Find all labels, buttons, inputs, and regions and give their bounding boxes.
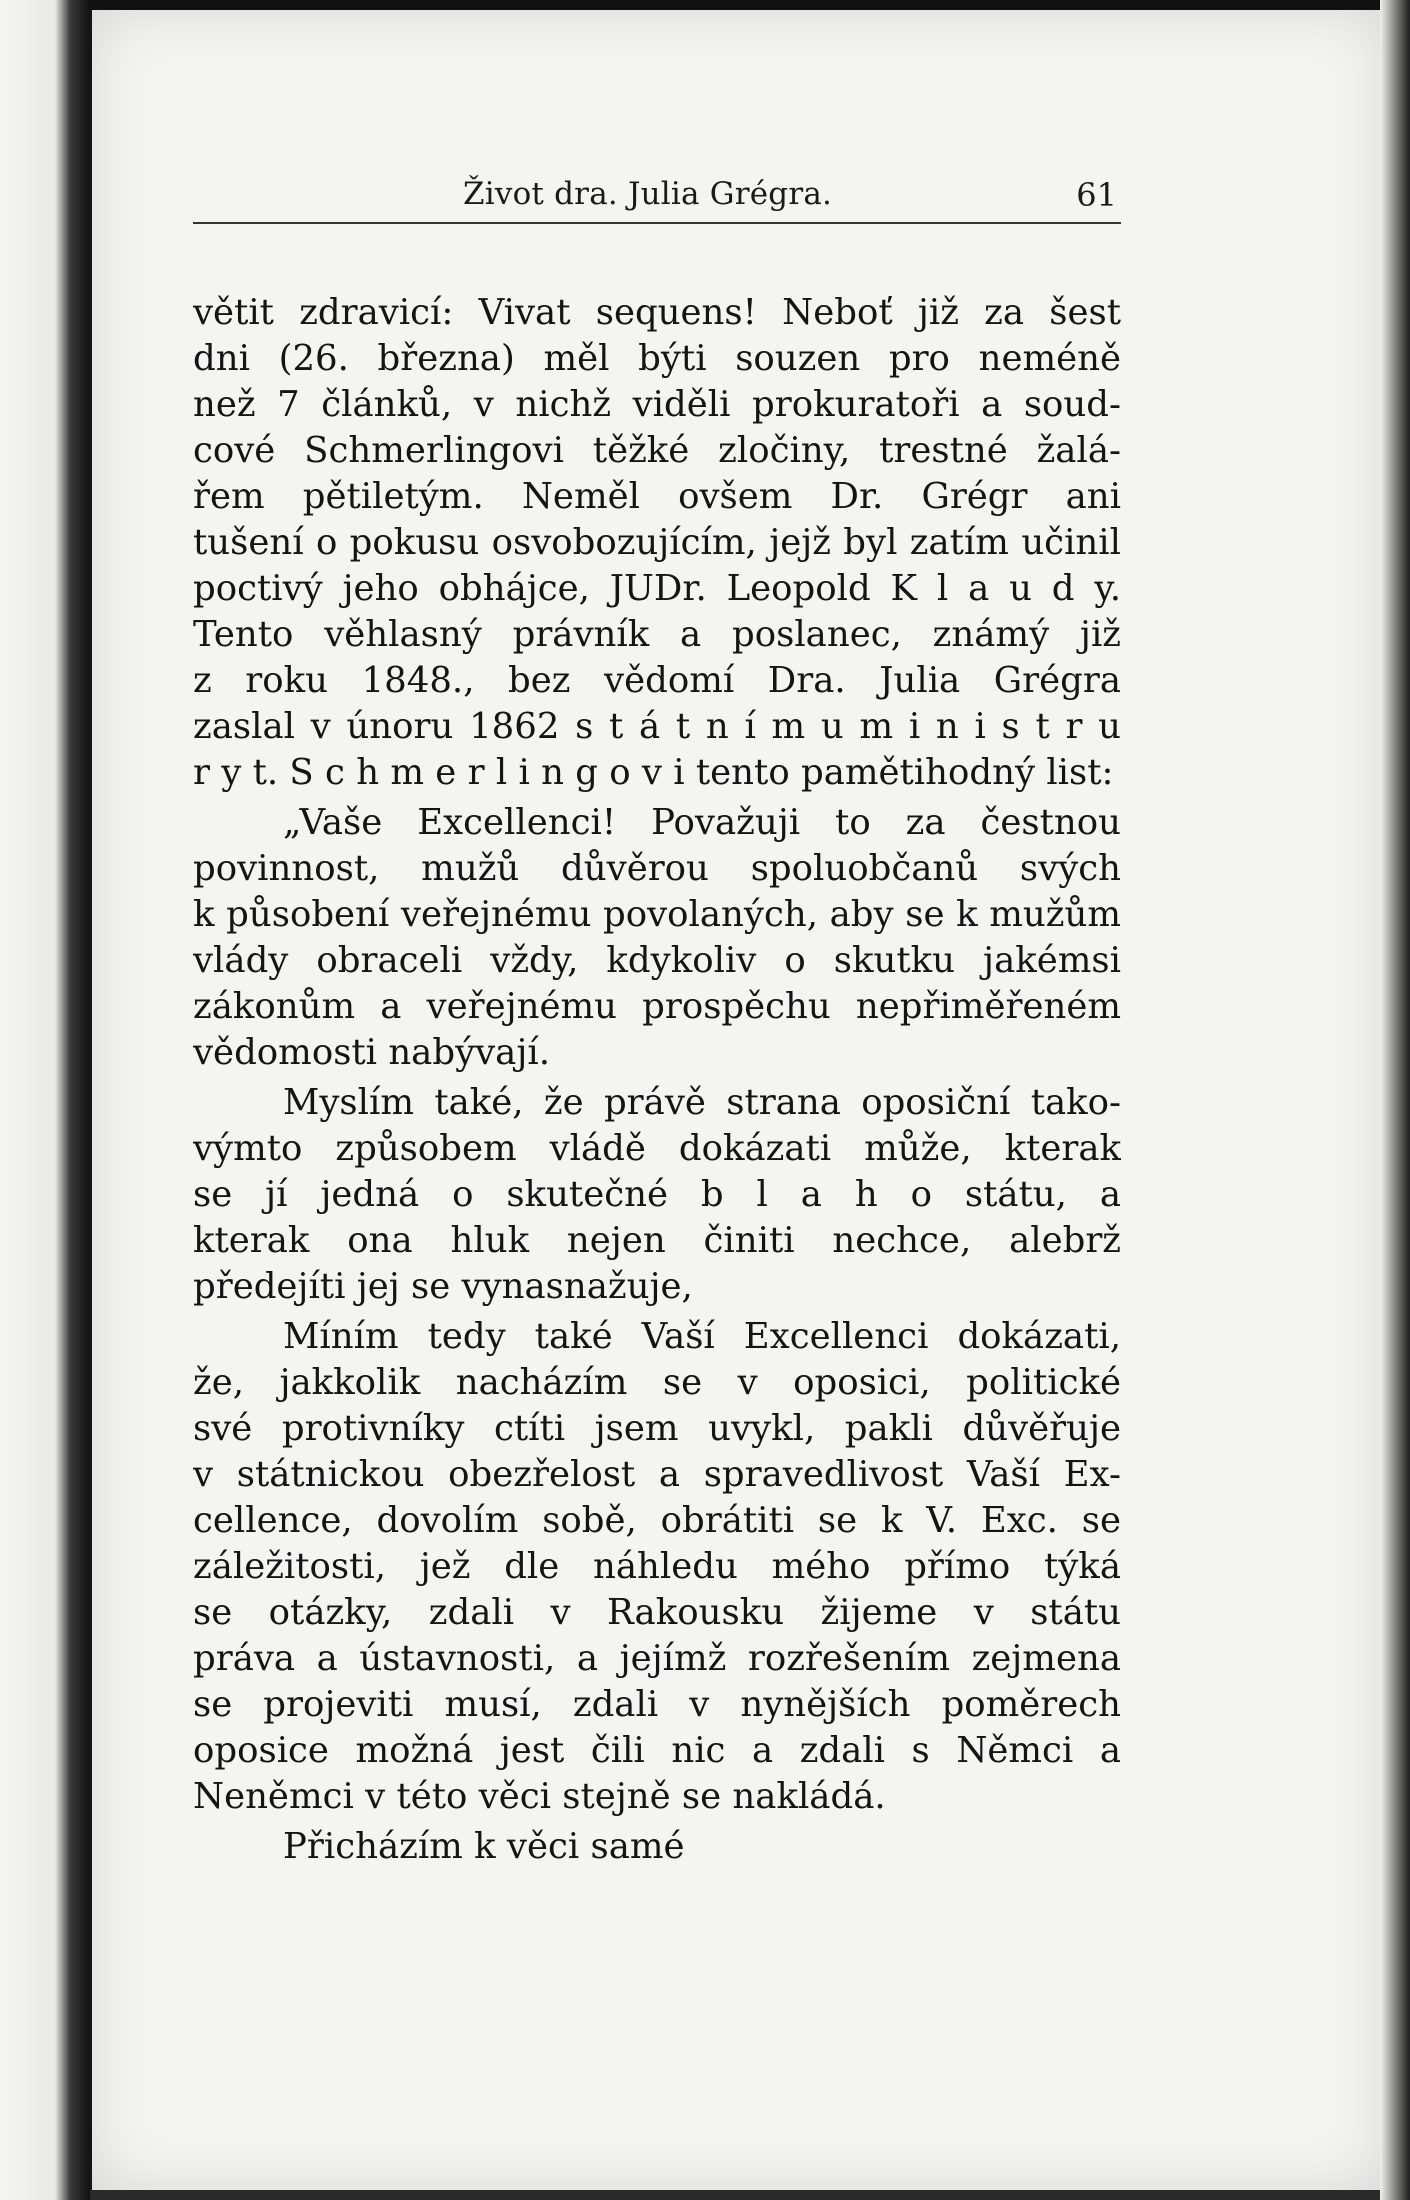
text-line: kterak ona hluk nejen činiti nechce, alebrž — [193, 1220, 1121, 1261]
text-line: se projeviti musí, zdali v nynějších poměrech — [193, 1684, 1121, 1725]
text-line: Tento věhlasný právník a poslanec, známý již — [193, 614, 1121, 655]
text-line: z roku 1848., bez vědomí Dra. Julia Grégra — [193, 660, 1121, 701]
text-line: než 7 článků, v nichž viděli prokuratoři a soud- — [193, 384, 1121, 425]
text-line: tušení o pokusu osvobozujícím, jejž byl zatím učinil — [193, 522, 1121, 563]
text-line: řem pětiletým. Neměl ovšem Dr. Grégr ani — [193, 476, 1121, 517]
text-line: předejíti jej se vynasnažuje, — [193, 1266, 693, 1307]
page-number: 61 — [1076, 176, 1117, 214]
running-header — [193, 172, 1121, 224]
text-line: se jí jedná o skutečné b l a h o státu, a — [193, 1174, 1121, 1215]
text-line: výmto způsobem vládě dokázati může, kterak — [193, 1128, 1121, 1169]
text-line: své protivníky ctíti jsem uvykl, pakli důvěřuje — [193, 1408, 1121, 1449]
text-line: práva a ústavnosti, a jejímž rozřešením zejmena — [193, 1638, 1121, 1679]
text-line: že, jakkolik nacházím se v oposici, politické — [193, 1362, 1121, 1403]
text-line: se otázky, zdali v Rakousku žijeme v státu — [193, 1592, 1121, 1633]
text-line: r y t. S c h m e r l i n g o v i tento pamětihodný list: — [193, 752, 1114, 793]
text-line: v státnickou obezřelost a spravedlivost Vaší Ex- — [193, 1454, 1121, 1495]
paragraph — [193, 800, 1121, 1076]
paragraph — [193, 1824, 1121, 1870]
scan-left-border — [0, 0, 90, 2200]
text-line: vlády obraceli vždy, kdykoliv o skutku jakémsi — [193, 940, 1121, 981]
text-line: dni (26. března) měl býti souzen pro neméně — [193, 338, 1121, 379]
text-line: oposice možná jest čili nic a zdali s Němci a — [193, 1730, 1121, 1771]
text-line: zákonům a veřejnému prospěchu nepřiměřeném — [193, 986, 1121, 1027]
text-line: Neněmci v této věci stejně se nakládá. — [193, 1776, 886, 1817]
body-text — [193, 290, 1121, 1870]
text-line: „Vaše Excellenci! Považuji to za čestnou — [283, 802, 1121, 843]
text-line: cové Schmerlingovi těžké zločiny, trestné žalá- — [193, 430, 1121, 471]
text-line: povinnost, mužů důvěrou spoluobčanů svých — [193, 848, 1121, 889]
text-line: zaslal v únoru 1862 s t á t n í m u m i n i s t r u — [193, 706, 1121, 747]
scan-right-border — [1380, 0, 1410, 2200]
paragraph — [193, 1314, 1121, 1820]
text-line: Myslím také, že právě strana oposiční tako- — [283, 1082, 1121, 1123]
text-line: poctivý jeho obhájce, JUDr. Leopold K l a u d y. — [193, 568, 1121, 609]
text-line: záležitosti, jež dle náhledu mého přímo týká — [193, 1546, 1121, 1587]
text-line: Přicházím k věci samé — [283, 1826, 685, 1867]
text-line: k působení veřejnému povolaných, aby se k mužům — [193, 894, 1121, 935]
text-line: vědomosti nabývají. — [193, 1032, 550, 1073]
text-line: cellence, dovolím sobě, obrátiti se k V. Exc. se — [193, 1500, 1121, 1541]
running-title: Život dra. Julia Grégra. — [463, 176, 833, 212]
paragraph — [193, 290, 1121, 796]
text-line: větit zdravicí: Vivat sequens! Neboť již za šest — [193, 292, 1121, 333]
paragraph — [193, 1080, 1121, 1310]
text-line: Míním tedy také Vaší Excellenci dokázati, — [283, 1316, 1121, 1357]
